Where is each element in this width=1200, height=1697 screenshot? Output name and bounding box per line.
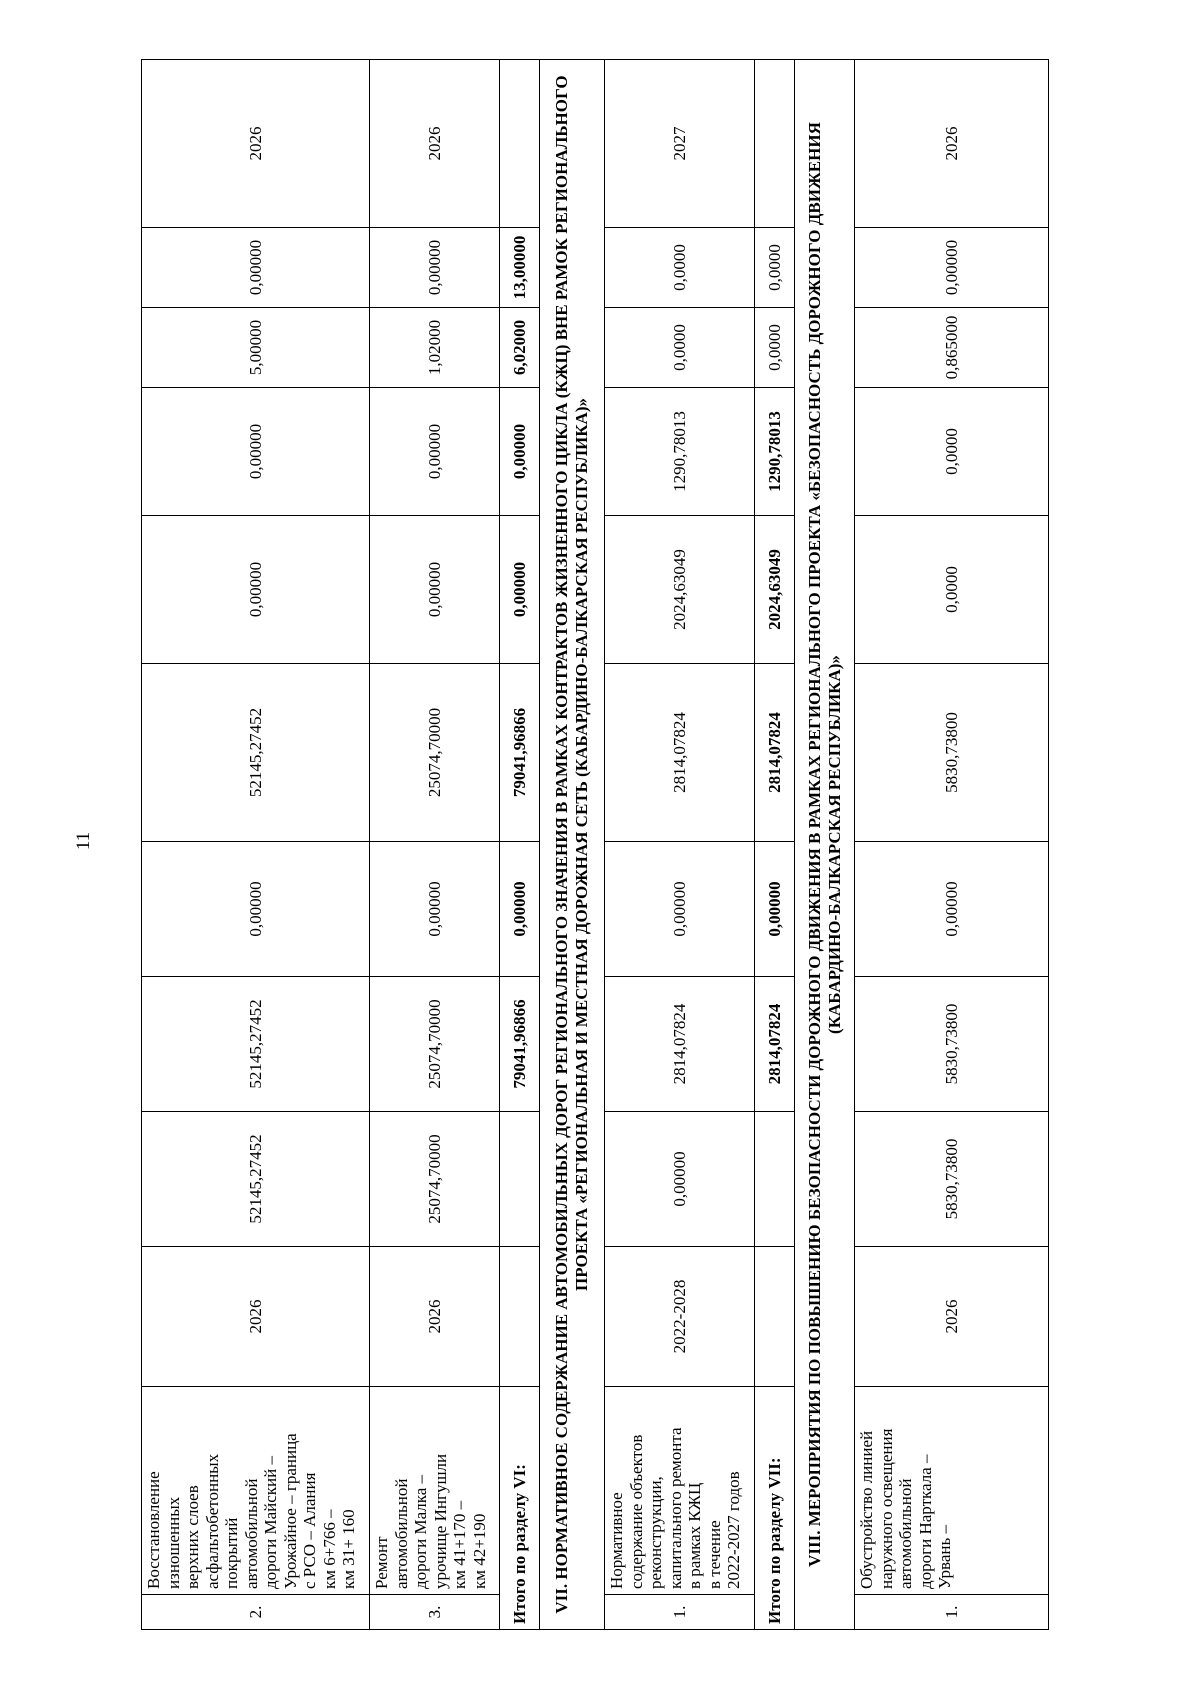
object-name-line: 2022-2027 годов (724, 1471, 744, 1589)
object-name-line: асфальтобетонных (202, 1453, 222, 1589)
value-cell: 0,865000 (855, 308, 1049, 388)
year-cell: 2026 (142, 60, 370, 228)
row-number: 2. (142, 1595, 370, 1630)
value-cell: 0,00000 (370, 516, 500, 664)
value-cell: 2024,63049 (605, 516, 755, 664)
total-row-vii (755, 60, 795, 1630)
rotated-table-container (141, 60, 1049, 1630)
empty-cell (500, 1247, 540, 1387)
year-cell: 2026 (370, 60, 500, 228)
value-cell: 25074,70000 (370, 977, 500, 1112)
object-name (605, 1387, 755, 1595)
value-cell: 0,0000 (755, 228, 795, 308)
object-name-line: Нормативное (607, 1492, 626, 1589)
value-cell: 0,0000 (855, 388, 1049, 516)
value-cell: 2814,07824 (605, 977, 755, 1112)
years-cell: 2026 (142, 1247, 370, 1387)
value-cell: 2814,07824 (605, 664, 755, 842)
table-row (855, 60, 1049, 1630)
object-name-line: км 31+ 160 (339, 1509, 359, 1589)
total-value: 79041,96866 (500, 664, 540, 842)
total-value: 2814,07824 (755, 977, 795, 1112)
object-name-line: дороги Нарткала – (915, 1454, 935, 1589)
total-value: 0,00000 (500, 388, 540, 516)
object-name-line: содержание объектов (626, 1434, 646, 1589)
object-name-line: урочище Ингушли (430, 1453, 450, 1589)
total-value: 0,00000 (500, 842, 540, 977)
object-name-line: капитального ремонта (665, 1427, 685, 1589)
total-value: 0,00000 (500, 516, 540, 664)
table-row (605, 60, 755, 1630)
value-cell: 0,0000 (605, 308, 755, 388)
total-value: 13,00000 (500, 228, 540, 308)
total-value: 2814,07824 (755, 664, 795, 842)
empty-cell (755, 1247, 795, 1387)
object-name (855, 1387, 1049, 1595)
object-name-line: дороги Майский – (261, 1456, 281, 1589)
value-cell: 0,00000 (855, 842, 1049, 977)
total-label: Итого по разделу VI: (500, 1387, 540, 1630)
object-name-line: автомобильной (391, 1478, 411, 1589)
object-name (370, 1387, 500, 1595)
value-cell: 0,00000 (142, 388, 370, 516)
object-name-line: км 42+190 (469, 1513, 489, 1589)
object-name-line: покрытий (222, 1517, 242, 1589)
total-value: 6,02000 (500, 308, 540, 388)
object-name-line: в рамках КЖЦ (685, 1482, 705, 1589)
section-heading-row (540, 60, 605, 1630)
value-cell: 25074,70000 (370, 1112, 500, 1247)
value-cell: 0,0000 (755, 308, 795, 388)
value-cell: 52145,27452 (142, 977, 370, 1112)
empty-cell (500, 1112, 540, 1247)
object-name-line: Восстановление (144, 1471, 163, 1589)
value-cell: 25074,70000 (370, 664, 500, 842)
total-label: Итого по разделу VII: (755, 1387, 795, 1630)
program-table (141, 59, 1049, 1630)
value-cell: 1290,78013 (605, 388, 755, 516)
object-name-line: км 6+766 – (319, 1509, 339, 1589)
years-cell: 2026 (370, 1247, 500, 1387)
object-name-line: автомобильной (241, 1478, 261, 1589)
object-name-line: км 41+170 – (450, 1500, 470, 1589)
total-value: 79041,96866 (500, 977, 540, 1112)
row-number: 3. (370, 1595, 500, 1630)
value-cell: 0,00000 (142, 228, 370, 308)
object-name (142, 1387, 370, 1595)
table-row (370, 60, 500, 1630)
object-name-line: дороги Малка – (411, 1474, 431, 1589)
row-number: 1. (605, 1595, 755, 1630)
section-viii-heading: VIII. МЕРОПРИЯТИЯ ПО ПОВЫШЕНИЮ БЕЗОПАСНОСТИ ДОРОЖНОГО ДВИЖЕНИЯ В РАМКАХ РЕГИОНАЛЬНОГО ПРОЕКТА «БЕЗОПАСНОСТЬ ДОРОЖНОГО ДВИЖЕНИЯ (КАБАРДИНО-БАЛКАРСКАЯ РЕСПУБЛИКА)» (795, 60, 855, 1630)
value-cell: 1,02000 (370, 308, 500, 388)
empty-cell (755, 60, 795, 228)
object-name-line: Урожайное – граница (280, 1433, 300, 1589)
table-row (142, 60, 370, 1630)
value-cell: 0,00000 (370, 842, 500, 977)
value-cell: 0,0000 (605, 228, 755, 308)
value-cell: 0,00000 (605, 1112, 755, 1247)
object-name-line: изношенных (163, 1496, 183, 1589)
value-cell: 0,00000 (370, 228, 500, 308)
section-heading-row (795, 60, 855, 1630)
total-value: 0,00000 (755, 842, 795, 977)
object-name-line: верхних слоев (183, 1485, 203, 1589)
page-number: 11 (73, 831, 95, 851)
value-cell: 0,00000 (370, 388, 500, 516)
object-name-line: в течение (704, 1520, 724, 1589)
year-cell: 2027 (605, 60, 755, 228)
object-name-line: Урвань – (935, 1525, 955, 1589)
object-name-line: с РСО – Алания (300, 1472, 320, 1589)
total-row-vi (500, 60, 540, 1630)
empty-cell (500, 60, 540, 228)
value-cell: 0,00000 (855, 228, 1049, 308)
value-cell: 0,00000 (605, 842, 755, 977)
object-name-line: автомобильной (896, 1478, 916, 1589)
object-name-line: Ремонт (372, 1536, 391, 1589)
value-cell: 52145,27452 (142, 664, 370, 842)
total-value: 1290,78013 (755, 388, 795, 516)
year-cell: 2026 (855, 60, 1049, 228)
value-cell: 0,00000 (142, 842, 370, 977)
value-cell: 5830,73800 (855, 664, 1049, 842)
value-cell: 0,0000 (855, 516, 1049, 664)
empty-cell (755, 1112, 795, 1247)
row-number: 1. (855, 1595, 1049, 1630)
value-cell: 5830,73800 (855, 1112, 1049, 1247)
value-cell: 52145,27452 (142, 1112, 370, 1247)
years-cell: 2026 (855, 1247, 1049, 1387)
total-value: 2024,63049 (755, 516, 795, 664)
value-cell: 5830,73800 (855, 977, 1049, 1112)
value-cell: 0,00000 (142, 516, 370, 664)
object-name-line: наружного освещения (876, 1428, 896, 1589)
years-cell: 2022-2028 (605, 1247, 755, 1387)
object-name-line: Обустройство линией (857, 1430, 876, 1589)
value-cell: 5,00000 (142, 308, 370, 388)
object-name-line: реконструкции, (646, 1476, 666, 1589)
section-vii-heading: VII. НОРМАТИВНОЕ СОДЕРЖАНИЕ АВТОМОБИЛЬНЫХ ДОРОГ РЕГИОНАЛЬНОГО ЗНАЧЕНИЯ В РАМКАХ КОНТРАКТОВ ЖИЗНЕННОГО ЦИКЛА (КЖЦ) ВНЕ РАМОК РЕГИОНАЛЬНОГО ПРОЕКТА «РЕГИОНАЛЬНАЯ И МЕСТНАЯ ДОРОЖНАЯ СЕТЬ (КАБАРДИНО-БАЛКАРСКАЯ РЕСПУБЛИКА)» (540, 60, 605, 1630)
